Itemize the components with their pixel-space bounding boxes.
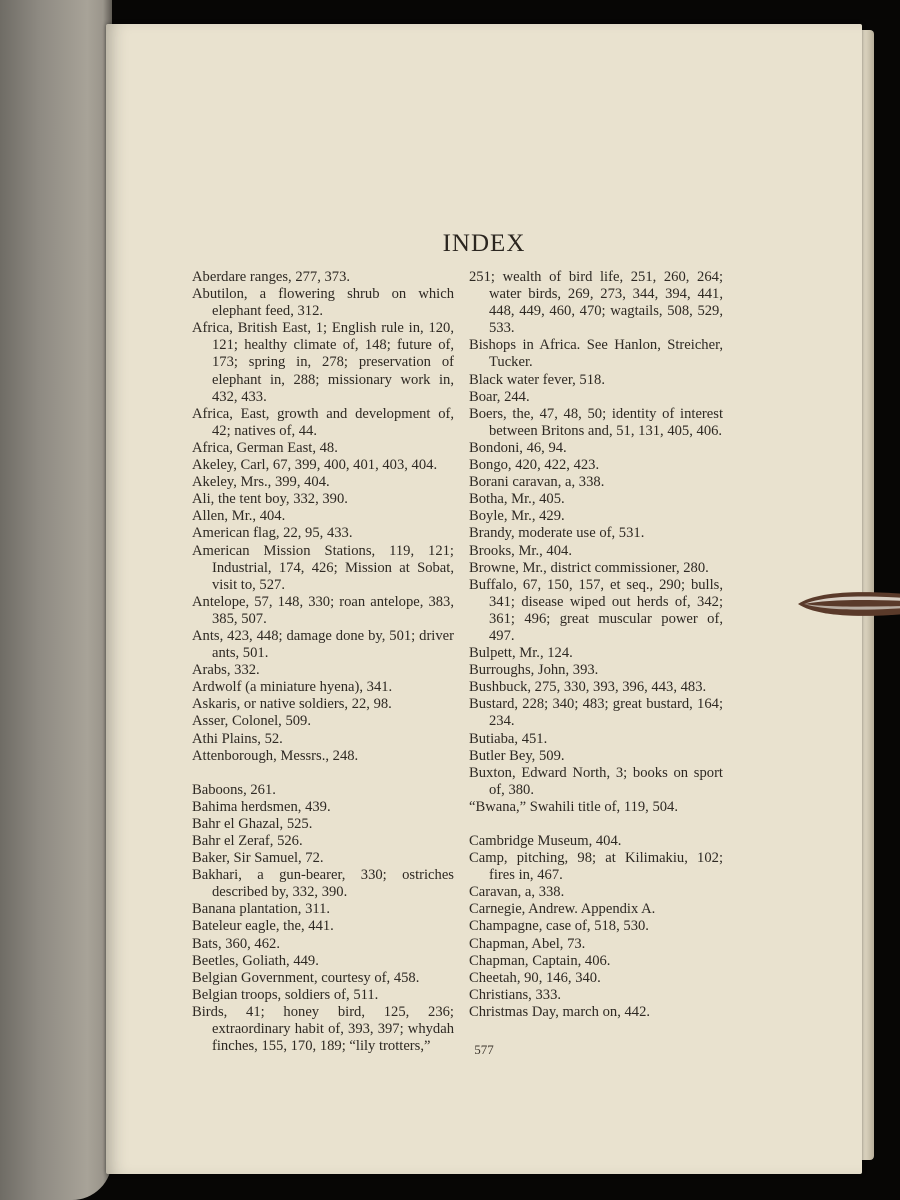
index-entry: “Bwana,” Swahili title of, 119, 504. xyxy=(469,798,679,815)
index-entry: Bustard, 228; 340; 483; great bustard, 164; 234. xyxy=(469,696,723,730)
index-entry: Belgian Government, courtesy of, 458. xyxy=(192,969,420,986)
index-entry: Bakhari, a gun-bearer, 330; ostriches described by, 332, 390. xyxy=(192,867,454,901)
index-entry: Carnegie, Andrew. Appendix A. xyxy=(469,901,656,918)
index-entry: Belgian troops, soldiers of, 511. xyxy=(192,986,379,1003)
index-entry: Borani caravan, a, 338. xyxy=(469,474,605,491)
index-entry: Bahr el Zeraf, 526. xyxy=(192,833,303,849)
index-entry: Cambridge Museum, 404. xyxy=(469,833,622,849)
index-entry: Africa, German East, 48. xyxy=(192,439,338,456)
index-entry: Black water fever, 518. xyxy=(469,371,605,388)
index-entry: Abutilon, a flowering shrub on which elephant feed, 312. xyxy=(192,286,454,320)
book-page xyxy=(106,24,862,1174)
index-entry: Burroughs, John, 393. xyxy=(469,662,599,679)
index-entry: Bahima herdsmen, 439. xyxy=(192,798,331,815)
index-entry: American Mission Stations, 119, 121; Industrial, 174, 426; Mission at Sobat, visit to, 527. xyxy=(192,542,454,593)
index-entry: Buffalo, 67, 150, 157, et seq., 290; bulls, 341; disease wiped out herds of, 342; 361; 496; great muscular power of, 497. xyxy=(469,576,723,644)
index-entry: Bushbuck, 275, 330, 393, 396, 443, 483. xyxy=(469,679,707,696)
index-entry: Africa, British East, 1; English rule in, 120, 121; healthy climate of, 148; future of, 173; spring in, 278; preservation of elephant in, 288; missionary work in, 432, 433. xyxy=(192,320,454,405)
index-entry: Allen, Mr., 404. xyxy=(192,508,286,525)
index-column-left xyxy=(192,269,454,1055)
index-section-gap xyxy=(469,816,723,833)
index-entry: Birds, 41; honey bird, 125, 236; extraordinary habit of, 393, 397; whydah finches, 155, 170, 189; “lily trotters,” xyxy=(192,1003,454,1055)
left-page-edge xyxy=(0,0,112,1200)
index-entry: Akeley, Carl, 67, 399, 400, 401, 403, 404. xyxy=(192,457,438,474)
index-entry: Bateleur eagle, the, 441. xyxy=(192,918,334,935)
index-entry: Bishops in Africa. See Hanlon, Streicher, Tucker. xyxy=(469,337,723,371)
index-entry: Brandy, moderate use of, 531. xyxy=(469,525,645,542)
index-entry: Africa, East, growth and development of, 42; natives of, 44. xyxy=(192,405,454,439)
index-entry: Camp, pitching, 98; at Kilimakiu, 102; fires in, 467. xyxy=(469,850,723,884)
index-entry: Butiaba, 451. xyxy=(469,730,548,747)
index-entry: Chapman, Captain, 406. xyxy=(469,952,611,969)
index-entry: Butler Bey, 509. xyxy=(469,747,565,764)
index-entry: Browne, Mr., district commissioner, 280. xyxy=(469,559,709,576)
index-entry: Athi Plains, 52. xyxy=(192,730,283,747)
index-entry: Champagne, case of, 518, 530. xyxy=(469,918,649,935)
index-entry: Antelope, 57, 148, 330; roan antelope, 383, 385, 507. xyxy=(192,593,454,627)
index-entry: Ardwolf (a miniature hyena), 341. xyxy=(192,679,393,696)
index-entry: American flag, 22, 95, 433. xyxy=(192,525,353,542)
index-entry: Arabs, 332. xyxy=(192,662,260,679)
index-entry: Botha, Mr., 405. xyxy=(469,491,565,508)
index-entry: Baboons, 261. xyxy=(192,781,276,798)
index-entry: Banana plantation, 311. xyxy=(192,901,331,918)
index-entry: Aberdare ranges, 277, 373. xyxy=(192,269,351,285)
pen-clip-icon xyxy=(796,586,900,622)
index-entry: Buxton, Edward North, 3; books on sport of, 380. xyxy=(469,764,723,798)
index-entry: Attenborough, Messrs., 248. xyxy=(192,747,359,764)
index-entry: Asser, Colonel, 509. xyxy=(192,713,311,730)
index-entry: Bondoni, 46, 94. xyxy=(469,439,567,456)
index-section-gap xyxy=(192,765,454,782)
index-column-right xyxy=(469,269,723,1021)
index-entry: Baker, Sir Samuel, 72. xyxy=(192,850,324,867)
index-entry: Ants, 423, 448; damage done by, 501; driver ants, 501. xyxy=(192,627,454,662)
index-entry: Brooks, Mr., 404. xyxy=(469,542,572,559)
index-entry: Bongo, 420, 422, 423. xyxy=(469,457,600,474)
index-entry: Cheetah, 90, 146, 340. xyxy=(469,969,601,986)
index-entry: Boyle, Mr., 429. xyxy=(469,508,565,525)
index-entry: Caravan, a, 338. xyxy=(469,884,565,901)
index-entry: Beetles, Goliath, 449. xyxy=(192,952,319,969)
index-entry: Christmas Day, march on, 442. xyxy=(469,1003,651,1020)
index-entry: Boers, the, 47, 48, 50; identity of interest between Britons and, 51, 131, 405, 406. xyxy=(469,405,723,439)
index-entry: Bahr el Ghazal, 525. xyxy=(192,815,313,832)
index-entry: Chapman, Abel, 73. xyxy=(469,935,586,952)
index-entry: 251; wealth of bird life, 251, 260, 264; water birds, 269, 273, 344, 394, 441, 448, 449, 460, 470; wagtails, 508, 529, 533. xyxy=(469,269,723,337)
index-entry: Akeley, Mrs., 399, 404. xyxy=(192,474,330,491)
page-number: 577 xyxy=(474,1042,494,1057)
index-entry: Boar, 244. xyxy=(469,388,530,405)
index-entry: Askaris, or native soldiers, 22, 98. xyxy=(192,696,392,713)
index-entry: Christians, 333. xyxy=(469,986,562,1003)
index-entry: Bulpett, Mr., 124. xyxy=(469,645,573,662)
index-entry: Ali, the tent boy, 332, 390. xyxy=(192,491,348,508)
index-entry: Bats, 360, 462. xyxy=(192,935,280,952)
page-title: INDEX xyxy=(442,230,526,257)
